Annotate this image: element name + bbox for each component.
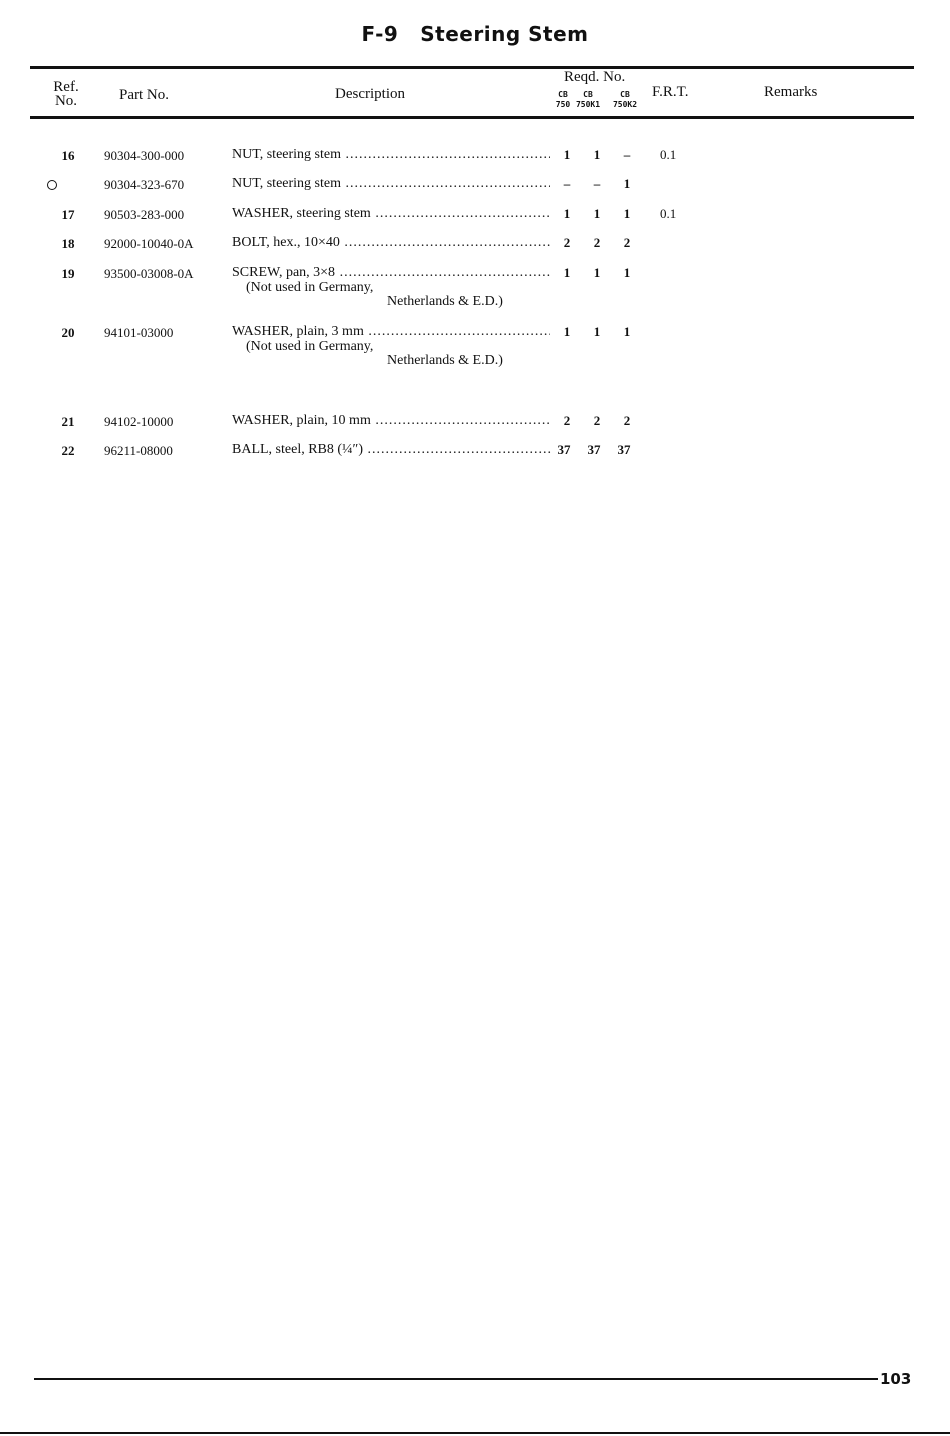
row-description: [232, 413, 550, 429]
row-description: [232, 147, 550, 163]
row-description: [232, 324, 550, 340]
row-qty-750k2: 1: [623, 324, 631, 339]
row-description-text: WASHER, steering stem: [232, 206, 371, 221]
row-qty-750k1: 2: [593, 235, 601, 250]
header-bottom-rule: [30, 116, 914, 119]
row-description-text: WASHER, plain, 10 mm: [232, 413, 371, 428]
row-qty-750k2: 37: [617, 442, 631, 457]
header-top-rule: [30, 66, 914, 69]
page-title: [0, 22, 950, 46]
row-qty-750k2: 1: [623, 265, 631, 280]
row-frt: 0.1: [660, 147, 677, 162]
row-description-text: NUT, steering stem: [232, 176, 341, 191]
circle-marker-icon: [47, 180, 57, 190]
model-2-line2: 750K1: [575, 100, 601, 109]
row-qty-750k1: 1: [593, 206, 601, 221]
header-ref-line2: No.: [54, 93, 78, 109]
row-description: [232, 265, 550, 281]
row-description: [232, 442, 552, 458]
model-1-line2: 750: [555, 100, 571, 109]
row-qty-750: 1: [563, 324, 571, 339]
model-3-line2: 750K2: [612, 100, 638, 109]
row-part-no: 96211-08000: [104, 443, 173, 458]
header-part-no: Part No.: [119, 87, 169, 103]
row-note-line1: (Not used in Germany,: [246, 280, 374, 295]
header-ref-line1: Ref.: [53, 79, 79, 95]
row-ref: 17: [61, 207, 75, 222]
row-description-text: NUT, steering stem: [232, 147, 341, 162]
header-description: Description: [335, 86, 405, 102]
row-description-text: BOLT, hex., 10×40: [232, 235, 340, 250]
row-qty-750: 1: [563, 147, 571, 162]
row-description: [232, 176, 550, 192]
header-remarks: Remarks: [764, 84, 818, 100]
row-description-text: WASHER, plain, 3 mm: [232, 324, 364, 339]
row-qty-750k2: 1: [623, 176, 631, 191]
bottom-edge-rule: [0, 1432, 950, 1434]
row-qty-750: 2: [563, 413, 571, 428]
row-ref: 21: [61, 414, 75, 429]
row-qty-750: –: [563, 176, 571, 191]
row-qty-750k1: 37: [587, 442, 601, 457]
page-number: 103: [880, 1370, 912, 1388]
model-1-line1: CB: [558, 90, 568, 99]
row-qty-750: 1: [563, 206, 571, 221]
row-ref: 16: [61, 148, 75, 163]
row-qty-750k2: 2: [623, 413, 631, 428]
row-description-text: SCREW, pan, 3×8: [232, 265, 336, 280]
row-qty-750k2: 2: [623, 235, 631, 250]
row-part-no: 90304-300-000: [104, 148, 185, 163]
row-part-no: 94102-10000: [104, 414, 174, 429]
row-description-text: BALL, steel, RB8 (¼″): [232, 442, 364, 457]
header-model-2: [575, 90, 601, 110]
row-ref: 19: [61, 266, 75, 281]
row-part-no: 90304-323-670: [104, 177, 185, 192]
row-note-line2: Netherlands & E.D.): [387, 294, 503, 309]
row-note-line2: Netherlands & E.D.): [387, 353, 503, 368]
row-note-line1: (Not used in Germany,: [246, 339, 374, 354]
model-3-line1: CB: [620, 90, 630, 99]
section-code: F-9: [361, 22, 399, 46]
footer-rule: [34, 1378, 878, 1380]
row-qty-750k2: 1: [623, 206, 631, 221]
row-qty-750k1: –: [593, 176, 601, 191]
header-model-3: [610, 90, 640, 110]
row-qty-750: 1: [563, 265, 571, 280]
row-qty-750k1: 1: [593, 147, 601, 162]
row-qty-750k1: 1: [593, 324, 601, 339]
row-part-no: 94101-03000: [104, 325, 174, 340]
row-part-no: 90503-283-000: [104, 207, 185, 222]
row-description: [232, 206, 550, 222]
row-qty-750k1: 1: [593, 265, 601, 280]
row-qty-750k2: –: [623, 147, 631, 162]
header-model-1: [552, 90, 574, 110]
row-part-no: 93500-03008-0A: [104, 266, 194, 281]
header-ref-no: [50, 80, 82, 108]
header-reqd-no: Reqd. No.: [564, 69, 626, 85]
model-2-line1: CB: [583, 90, 593, 99]
row-ref: 18: [61, 236, 75, 251]
section-title: Steering Stem: [420, 22, 589, 46]
header-frt: F.R.T.: [652, 84, 689, 100]
row-description: [232, 235, 550, 251]
row-qty-750: 37: [557, 442, 571, 457]
row-frt: 0.1: [660, 206, 677, 221]
row-part-no: 92000-10040-0A: [104, 236, 194, 251]
row-qty-750: 2: [563, 235, 571, 250]
row-qty-750k1: 2: [593, 413, 601, 428]
row-ref: 22: [61, 443, 75, 458]
row-ref: 20: [61, 325, 75, 340]
